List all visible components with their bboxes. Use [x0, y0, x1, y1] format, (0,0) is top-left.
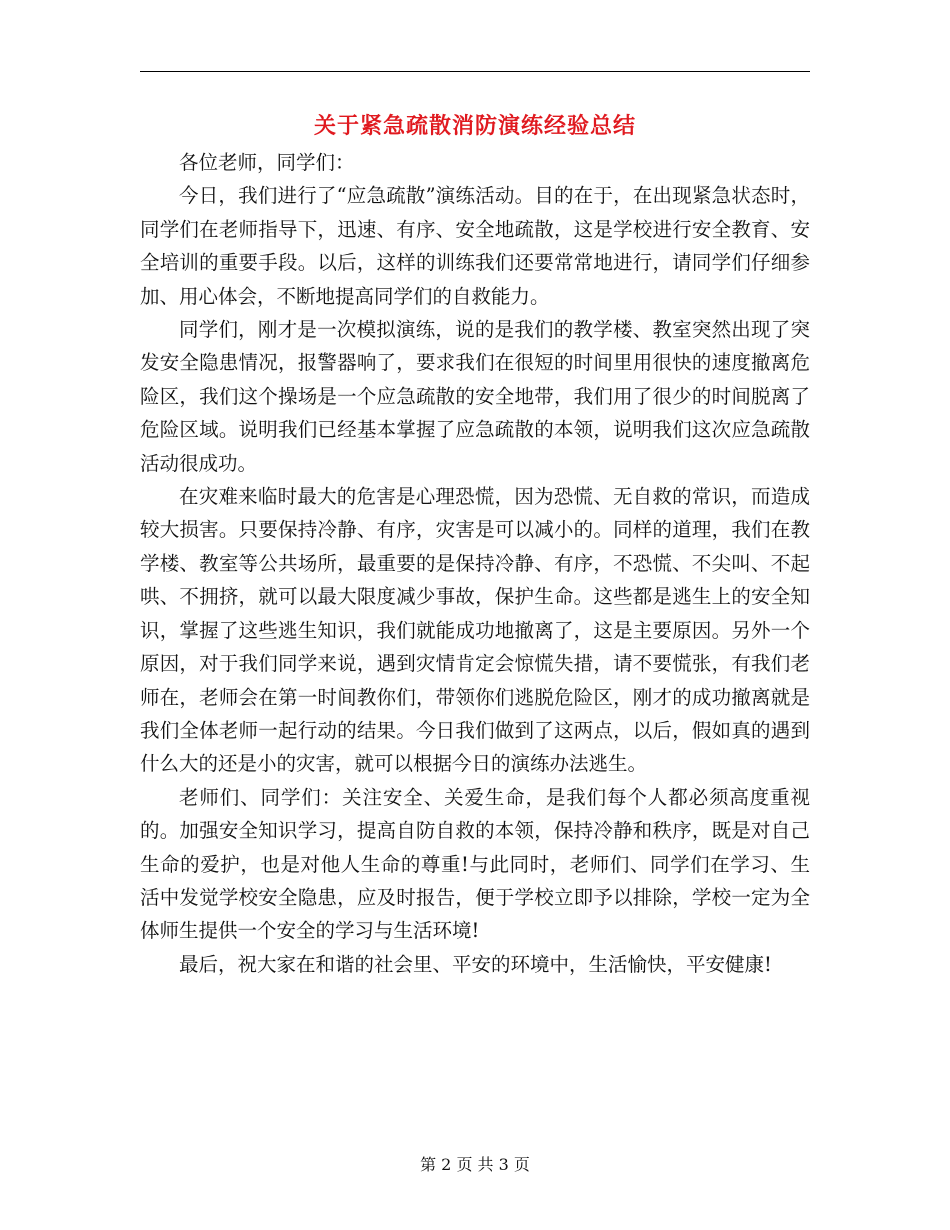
greeting-paragraph: 各位老师，同学们： [179, 151, 355, 174]
document-body [140, 146, 810, 981]
header-rule [140, 71, 810, 72]
body-paragraph-1: 今日，我们进行了“应急疏散”演练活动。目的在于，在出现紧急状态时，同学们在老师指导下，迅速、有序、安全地疏散，这是学校进行安全教育、安全培训的重要手段。以后，这样的训练我们还要常常地进行，请同学们仔细参加、用心体会，不断地提高同学们的自救能力。 [140, 184, 810, 308]
body-paragraph-5: 最后，祝大家在和谐的社会里、平安的环境中，生活愉快，平安健康! [179, 952, 772, 976]
body-paragraph-2: 同学们，刚才是一次模拟演练，说的是我们的教学楼、教室突然出现了突发安全隐患情况，报警器响了，要求我们在很短的时间里用很快的速度撤离危险区，我们这个操场是一个应急疏散的安全地带，我们用了很少的时间脱离了危险区域。说明我们已经基本掌握了应急疏散的本领，说明我们这次应急疏散活动很成功。 [140, 318, 810, 475]
body-paragraph-4: 老师们、同学们：关注安全、关爱生命，是我们每个人都必须高度重视的。加强安全知识学习，提高自防自救的本领，保持冷静和秩序，既是对自己生命的爱护，也是对他人生命的尊重!与此同时，老师们、同学们在学习、生活中发觉学校安全隐患，应及时报告，便于学校立即予以排除，学校一定为全体师生提供一个安全的学习与生活环境! [140, 785, 810, 943]
document-title: 关于紧急疏散消防演练经验总结 [313, 113, 636, 139]
page-number-footer: 第 2 页 共 3 页 [420, 1155, 530, 1174]
body-paragraph-3: 在灾难来临时最大的危害是心理恐慌，因为恐慌、无自救的常识，而造成较大损害。只要保持冷静、有序，灾害是可以减小的。同样的道理，我们在教学楼、教室等公共场所，最重要的是保持冷静、有序，不恐慌、不尖叫、不起哄、不拥挤，就可以最大限度减少事故，保护生命。这些都是逃生上的安全知识，掌握了这些逃生知识，我们就能成功地撤离了，这是主要原因。另外一个原因，对于我们同学来说，遇到灾情肯定会惊慌失措，请不要慌张，有我们老师在，老师会在第一时间教你们，带领你们逃脱危险区，刚才的成功撤离就是我们全体老师一起行动的结果。今日我们做到了这两点，以后，假如真的遇到什么大的还是小的灾害，就可以根据今日的演练办法逃生。 [140, 485, 810, 776]
